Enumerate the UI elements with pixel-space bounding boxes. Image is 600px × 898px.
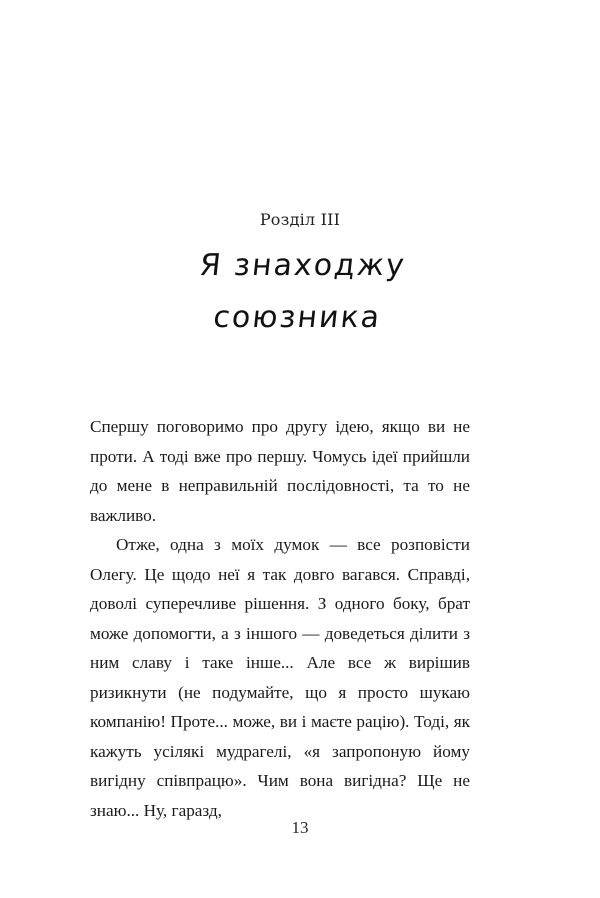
chapter-label: Розділ III <box>259 210 341 229</box>
chapter-title-line-1: Я знаходжу <box>197 248 408 283</box>
paragraph: Отже, одна з моїх думок — все розповісти Олегу. Це щодо неї я так довго вагався. Справді, доволі суперечливе рішення. З одного боку, брат може допомогти, а з іншого — доведеться ділити з ним славу і таке інше... Але все ж вирішив ризикнути (не подумайте, що я просто шукаю компанію! Проте... може, ви і маєте рацію). Тоді, як кажуть усілякі мудрагелі, «я запропоную йому вигідну співпрацю». Чим вона вигідна? Ще не знаю... Ну, гаразд, <box>90 535 470 820</box>
body-text <box>90 412 470 825</box>
paragraph: Спершу поговоримо про другу ідею, якщо ви не проти. А тоді вже про першу. Чомусь ідеї прийшли до мене в неправильній послідовності, та то не важливо. <box>90 417 470 525</box>
page-number: 13 <box>291 818 309 837</box>
chapter-title-line-2: союзника <box>211 300 383 335</box>
chapter-title <box>0 240 600 344</box>
